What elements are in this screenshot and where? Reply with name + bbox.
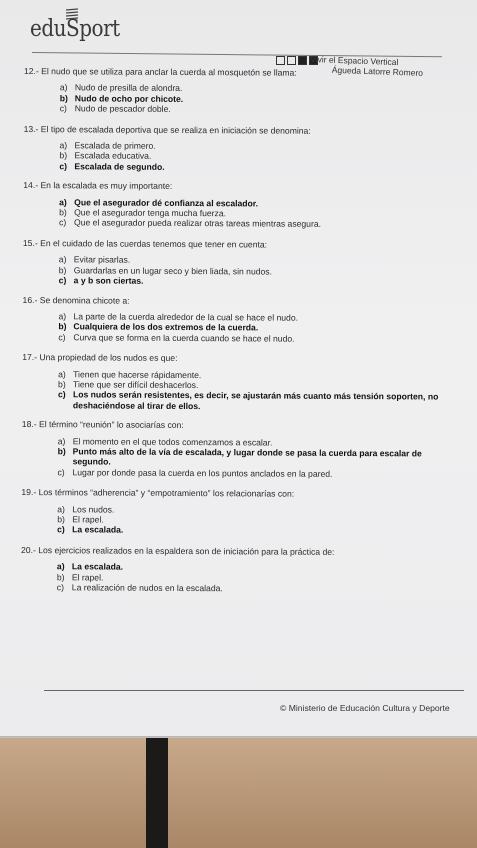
- answer-options: [59, 140, 463, 174]
- option-text: Que el asegurador pueda realizar otras tareas mientras asegura.: [74, 217, 322, 230]
- answer-option-correct: [59, 275, 463, 288]
- question-text: 20.- Los ejercicios realizados en la espaldera son de iniciación para la práctica de:: [21, 544, 335, 557]
- option-text: Guardarlas en un lugar seco y bien liada, sin nudos.: [73, 264, 273, 277]
- question-block: [23, 180, 463, 230]
- option-text: Cualquiera de los dos extremos de la cuerda.: [73, 321, 259, 333]
- option-letter: a): [57, 503, 65, 514]
- desk-surface: [0, 738, 477, 848]
- option-letter: c): [58, 275, 67, 286]
- option-letter: a): [57, 435, 66, 446]
- question-block: [21, 419, 461, 480]
- answer-option-correct: [57, 525, 461, 538]
- question-block: [24, 66, 464, 116]
- answer-option: [60, 103, 464, 116]
- option-text: La realización de nudos en la escalada.: [71, 582, 223, 594]
- option-letter: b): [58, 321, 67, 332]
- option-letter: b): [58, 379, 66, 390]
- answer-options: [59, 254, 463, 288]
- option-text: Nudo de ocho por chicote.: [74, 93, 184, 104]
- option-letter: b): [59, 207, 67, 218]
- option-letter: c): [57, 389, 66, 400]
- footer-copyright: © Ministerio de Educación Cultura y Deporte: [280, 703, 450, 713]
- option-text: Tienen que hacerse rápidamente.: [73, 368, 202, 380]
- option-text: Nudo de presilla de alondra.: [74, 82, 183, 94]
- answer-options: [58, 369, 462, 413]
- question-block: [23, 124, 463, 174]
- option-letter: a): [58, 368, 66, 379]
- option-text: El rapel.: [72, 514, 104, 525]
- option-text: La escalada.: [71, 561, 124, 572]
- question-list: [21, 66, 464, 595]
- answer-option: [58, 332, 462, 345]
- option-text: El rapel.: [71, 571, 104, 583]
- option-letter: b): [57, 446, 66, 457]
- option-letter: b): [58, 264, 67, 275]
- question-text: 15.- En el cuidado de las cuerdas tenemos que tener en cuenta:: [22, 237, 268, 250]
- question-text: 14.- En la escalada es muy importante:: [23, 180, 173, 192]
- logo-text: eduSport: [30, 14, 120, 42]
- option-letter: c): [59, 103, 67, 114]
- answer-options: [60, 83, 464, 117]
- option-text: Nudo de pescador doble.: [74, 103, 171, 115]
- option-letter: c): [59, 217, 67, 228]
- option-text: Curva que se forma en la cuerda cuando se hace el nudo.: [73, 332, 295, 344]
- option-text: Tiene que ser difícil deshacerlos.: [73, 379, 199, 391]
- question-text: 12.- El nudo que se utiliza para anclar la cuerda al mosquetón se llama:: [23, 66, 297, 78]
- option-text: Lugar por donde pasa la cuerda en los puntos anclados en la pared.: [72, 467, 333, 479]
- question-block: [21, 487, 461, 537]
- option-letter: b): [59, 150, 68, 161]
- question-block: [21, 545, 461, 595]
- answer-options: [58, 311, 462, 345]
- square-outline-icon: [276, 56, 285, 65]
- footer-divider: [44, 690, 464, 691]
- answer-option: [57, 467, 461, 480]
- option-letter: b): [59, 93, 68, 104]
- option-text: Que el asegurador tenga mucha fuerza.: [74, 207, 227, 219]
- option-letter: b): [57, 514, 65, 525]
- option-text: Escalada de segundo.: [74, 161, 165, 172]
- question-block: [23, 238, 463, 288]
- answer-options: [59, 197, 463, 231]
- option-letter: c): [57, 524, 65, 535]
- answer-option-correct: [58, 446, 462, 469]
- answer-option-correct: [58, 390, 462, 413]
- option-letter: c): [59, 161, 68, 172]
- option-letter: c): [56, 582, 65, 593]
- option-letter: c): [58, 331, 66, 342]
- answer-option: [59, 218, 463, 231]
- option-letter: a): [56, 561, 65, 572]
- question-text: 19.- Los términos “adherencia” y “empotramiento” los relacionarías con:: [21, 487, 295, 499]
- option-letter: a): [58, 254, 67, 265]
- option-text: El momento en el que todos comenzamos a escalar.: [72, 435, 273, 448]
- option-text: La escalada.: [72, 524, 124, 536]
- edusport-logo: [30, 16, 120, 40]
- question-block: [22, 352, 462, 413]
- option-text: Evitar pisarlas.: [73, 254, 131, 265]
- square-filled-icon: [298, 56, 307, 65]
- option-text: Escalada educativa.: [74, 150, 152, 162]
- question-text: 17.- Una propiedad de los nudos es que:: [22, 352, 178, 364]
- option-letter: a): [59, 140, 68, 151]
- square-outline-icon: [287, 56, 296, 65]
- option-text: Los nudos serán resistentes, es decir, se ajustarán más cuanto más tensión soporten, no deshaciéndose al tirar de ellos.: [72, 389, 439, 411]
- option-letter: a): [58, 311, 67, 322]
- option-text: Punto más alto de la vía de escalada, y lugar donde se pasa la cuerda para escalar de segundo.: [72, 446, 422, 467]
- header-course-title: Vivir el Espacio Vertical: [310, 54, 399, 68]
- question-block: [22, 294, 462, 344]
- question-text: 13.- El tipo de escalada deportiva que se realiza en iniciación se denomina:: [23, 123, 311, 136]
- option-text: a y b son ciertas.: [73, 275, 144, 286]
- option-text: La parte de la cuerda alrededor de la cual se hace el nudo.: [73, 311, 299, 323]
- option-text: Los nudos.: [72, 503, 115, 515]
- answer-options: [57, 504, 461, 538]
- answer-options: [57, 561, 461, 595]
- option-text: Escalada de primero.: [74, 140, 156, 151]
- question-text: 18.- El término “reunión” lo asociarías con:: [21, 419, 184, 431]
- option-letter: a): [59, 196, 67, 207]
- option-text: Que el asegurador dé confianza al escalador.: [74, 196, 259, 209]
- answer-option-correct: [59, 161, 463, 174]
- header-author: Águeda Latorre Romero: [331, 64, 424, 78]
- option-letter: a): [59, 82, 68, 93]
- question-text: 16.- Se denomina chicote a:: [22, 294, 130, 306]
- answer-options: [57, 436, 461, 480]
- answer-option: [57, 582, 461, 595]
- desk-leg: [146, 738, 168, 848]
- option-letter: c): [57, 466, 65, 478]
- option-letter: b): [56, 571, 65, 582]
